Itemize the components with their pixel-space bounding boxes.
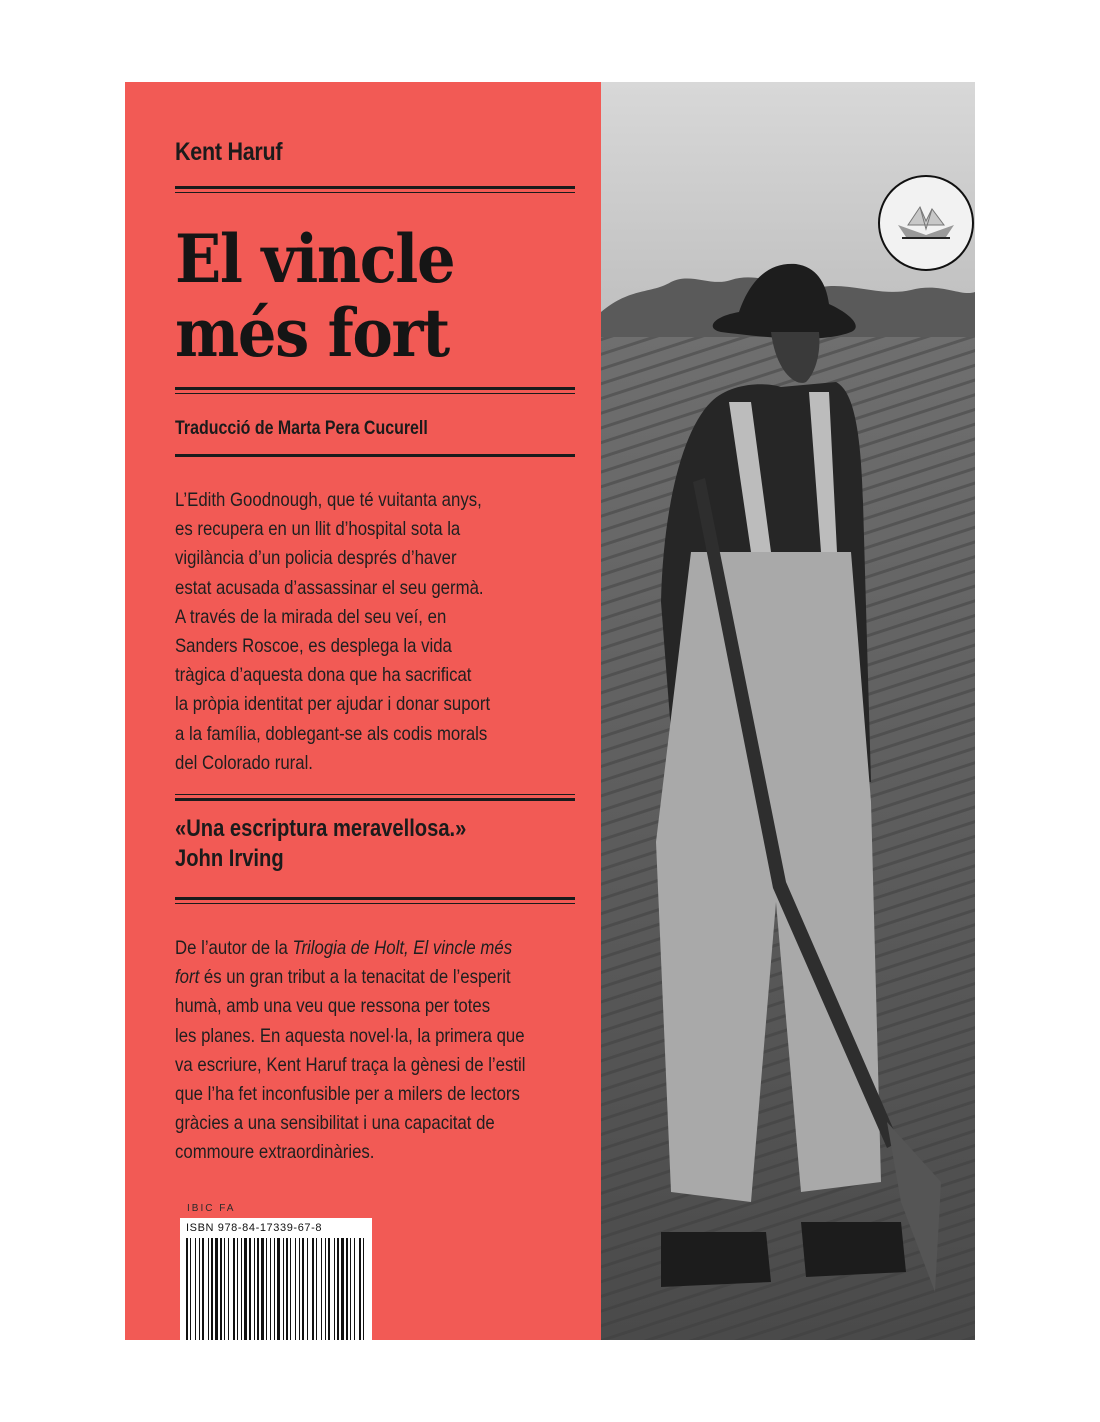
barcode-bar xyxy=(334,1238,335,1340)
barcode-bar xyxy=(224,1238,225,1340)
divider xyxy=(175,794,575,795)
barcode-bar xyxy=(186,1238,188,1340)
barcode-bar xyxy=(261,1238,264,1340)
barcode-bar xyxy=(257,1238,259,1340)
blurb-text: és un gran tribut a la tenacitat de l’esperit xyxy=(199,966,511,989)
barcode-bar xyxy=(359,1238,361,1340)
quote-author: John Irving xyxy=(175,845,284,872)
barcode-bar xyxy=(233,1238,235,1340)
barcode-bar xyxy=(211,1238,213,1340)
ibic-code: IBIC FA xyxy=(187,1203,236,1214)
barcode-bar xyxy=(199,1238,200,1340)
blurb-italic: fort xyxy=(175,966,200,989)
divider xyxy=(175,393,575,394)
blurb-line: les planes. En aquesta novel·la, la primera que xyxy=(175,1024,525,1047)
barcode-bar xyxy=(346,1238,348,1340)
barcode-bar xyxy=(299,1238,300,1340)
barcode-bar xyxy=(286,1238,288,1340)
barcode-bar xyxy=(341,1238,344,1340)
synopsis xyxy=(175,486,536,778)
book-back-cover xyxy=(125,82,975,1340)
barcode-bar xyxy=(244,1238,247,1340)
barcode-bar xyxy=(254,1238,255,1340)
divider xyxy=(175,903,575,904)
barcode-bar xyxy=(312,1238,314,1340)
paper-boat-icon xyxy=(880,177,972,269)
barcode-bar xyxy=(363,1238,364,1340)
divider xyxy=(175,387,575,390)
blurb-line: humà, amb una veu que ressona per totes xyxy=(175,995,491,1018)
blurb-line xyxy=(175,963,536,992)
barcode-bar xyxy=(274,1238,275,1340)
barcode-bar xyxy=(215,1238,218,1340)
barcode-bar xyxy=(328,1238,330,1340)
blurb-line: commoure extraordinàries. xyxy=(175,1141,375,1164)
book-title-line: El vincle xyxy=(175,220,455,298)
author-name: Kent Haruf xyxy=(175,138,283,166)
blurb-line: que l’ha fet inconfusible per a milers de lectors xyxy=(175,1083,520,1106)
barcode-bar xyxy=(220,1238,222,1340)
synopsis-line: del Colorado rural. xyxy=(175,751,313,774)
barcode-bar xyxy=(277,1238,280,1340)
barcode-bar xyxy=(283,1238,284,1340)
synopsis-line: vigilància d’un policia després d’haver xyxy=(175,547,457,570)
barcode-bar xyxy=(350,1238,351,1340)
barcode-bar xyxy=(307,1238,308,1340)
barcode-bar xyxy=(241,1238,242,1340)
synopsis-line: estat acusada d’assassinar el seu germà. xyxy=(175,576,484,599)
barcode-bar xyxy=(195,1238,196,1340)
divider xyxy=(175,798,575,801)
synopsis-line: es recupera en un llit d’hospital sota la xyxy=(175,518,461,541)
divider xyxy=(175,192,575,193)
quote-text: «Una escriptura meravellosa.» xyxy=(175,815,467,842)
barcode-bar xyxy=(337,1238,339,1340)
barcode-icon xyxy=(180,1218,372,1340)
farmer-photo xyxy=(601,82,975,1340)
divider xyxy=(175,897,575,900)
synopsis-line: L’Edith Goodnough, que té vuitanta anys, xyxy=(175,489,482,511)
pull-quote xyxy=(175,814,466,874)
cover-photo xyxy=(601,82,975,1340)
blurb-text: De l’autor de la xyxy=(175,937,293,959)
author-blurb xyxy=(175,934,536,1168)
publisher-logo xyxy=(878,175,974,271)
synopsis-line: la pròpia identitat per ajudar i donar suport xyxy=(175,693,491,716)
blurb-italic: Trilogia de Holt, El vincle més xyxy=(292,937,513,959)
barcode-bar xyxy=(302,1238,304,1340)
barcode-bar xyxy=(316,1238,317,1340)
barcode-bar xyxy=(237,1238,238,1340)
barcode-bar xyxy=(270,1238,271,1340)
divider xyxy=(175,454,575,457)
barcode-bar xyxy=(325,1238,326,1340)
barcode-bar xyxy=(228,1238,229,1340)
barcode-bar xyxy=(295,1238,296,1340)
translator-credit: Traducció de Marta Pera Cucurell xyxy=(175,418,428,439)
isbn: ISBN 978-84-17339-67-8 xyxy=(186,1222,323,1234)
barcode-bar xyxy=(208,1238,209,1340)
blurb-line: gràcies a una sensibilitat i una capacitat de xyxy=(175,1112,495,1135)
synopsis-line: a la família, doblegant-se als codis morals xyxy=(175,722,488,745)
synopsis-line: tràgica d’aquesta dona que ha sacrificat xyxy=(175,664,472,687)
text-panel xyxy=(125,82,601,1340)
synopsis-line: Sanders Roscoe, es desplega la vida xyxy=(175,635,452,658)
blurb-line xyxy=(175,934,536,963)
barcode-bar xyxy=(290,1238,291,1340)
book-title xyxy=(175,222,561,370)
book-title-line: més fort xyxy=(175,294,449,372)
barcode-bar xyxy=(249,1238,251,1340)
divider xyxy=(175,186,575,189)
barcode-label xyxy=(180,1218,372,1340)
barcode-bar xyxy=(354,1238,355,1340)
barcode-bar xyxy=(266,1238,267,1340)
blurb-line: va escriure, Kent Haruf traça la gènesi de l’estil xyxy=(175,1053,526,1076)
barcode-bar xyxy=(321,1238,322,1340)
barcode-bar xyxy=(190,1238,191,1340)
synopsis-line: A través de la mirada del seu veí, en xyxy=(175,605,447,628)
barcode-bar xyxy=(202,1238,204,1340)
